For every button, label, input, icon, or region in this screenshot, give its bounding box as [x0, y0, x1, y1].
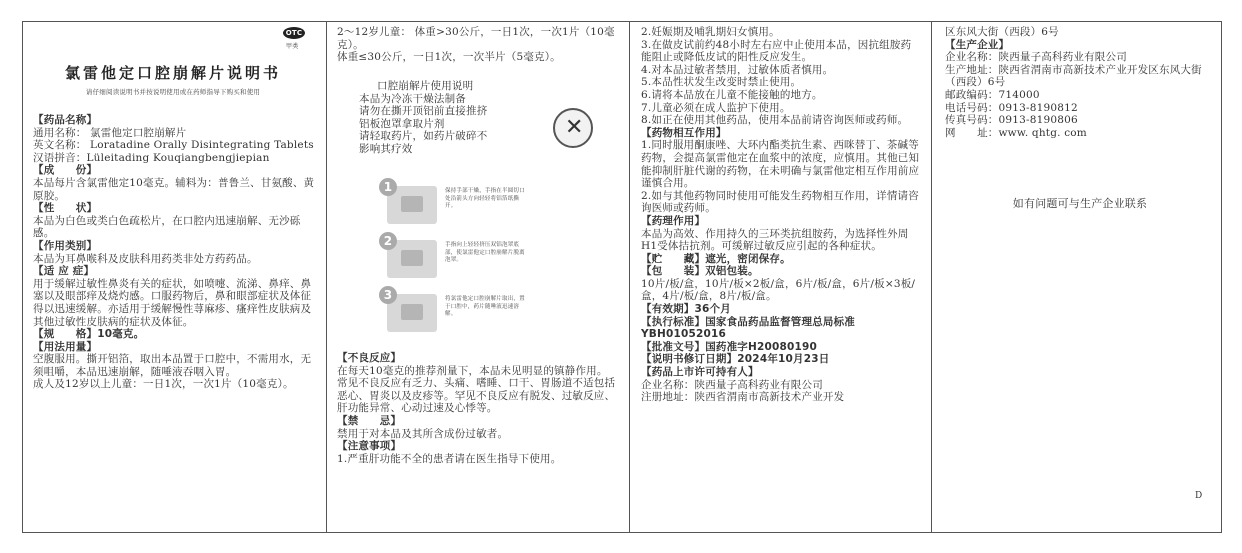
paragraph: 注册地址：陕西省渭南市高新技术产业开发: [641, 391, 845, 404]
paragraph: 1.同时服用酮康唑、大环内酯类抗生素、西咪替丁、茶碱等药物，会提高氯雷他定在血浆中的浓度，应慎用。其他已知能抑制肝脏代谢的药物，在未明确与氯雷他定相互作用前应谨慎合用。: [641, 139, 920, 190]
usage-line: 影响其疗效: [359, 142, 413, 155]
page-title: 氯雷他定口腔崩解片说明书: [64, 64, 281, 82]
paragraph: 通用名称： 氯雷他定口腔崩解片: [33, 126, 187, 139]
usage-line: 本品为冷冻干燥法制备: [359, 92, 466, 105]
section-heading: 【规 格】10毫克。: [33, 328, 145, 341]
paragraph: 禁用于对本品及其所含成份过敏者。: [337, 427, 509, 440]
section-heading: 【注意事项】: [337, 440, 402, 453]
section-heading: 【包 装】双铝包装。: [641, 265, 759, 278]
page-subtitle: 请仔细阅读说明书并按说明使用或在药师指导下购买和使用: [85, 88, 261, 96]
step-text: 保持手部干燥，手指在半圆切口处沿箭头方向轻轻将铝箔纸撕开。: [445, 188, 525, 209]
usage-line: 请轻取药片，如药片破碎不: [359, 130, 488, 142]
paragraph: 2.如与其他药物同时使用可能发生药物相互作用，详情请咨询医师或药师。: [641, 189, 919, 215]
paragraph: 成人及12岁以上儿童：一日1次，一次1片（10毫克）。: [33, 378, 294, 391]
section-heading: 【适 应 症】: [33, 265, 95, 278]
no-push-icon: ✕: [553, 108, 593, 148]
corner-mark: D: [1195, 491, 1203, 501]
paragraph: 企业名称：陕西量子高科药业有限公司: [945, 51, 1127, 64]
section-heading: 【有效期】36个月: [641, 303, 731, 316]
paragraph: 本品为高效、作用持久的三环类抗组胺药，为选择性外周H1受体拮抗剂。可缓解过敏反应引起的各种症状。: [641, 227, 909, 253]
section-heading: 【用法用量】: [33, 340, 98, 353]
paragraph: 3.在做皮试前约48小时左右应中止使用本品，因抗组胺药能阻止或降低皮试的阳性反应发生。: [641, 38, 912, 64]
paragraph: 空腹服用。撕开铝箔，取出本品置于口腔中，不需用水，无须咀嚼，本品迅速崩解，随唾液吞咽入胃。: [33, 353, 312, 378]
col2-body: [337, 352, 619, 465]
section-heading: 【贮 藏】遮光，密闭保存。: [641, 252, 791, 265]
section-heading: 【药品上市许可持有人】: [641, 366, 759, 379]
usage-lines: [359, 93, 559, 156]
paragraph: 2.妊娠期及哺乳期妇女慎用。: [641, 26, 780, 38]
paragraph: 邮政编码：714000: [945, 88, 1040, 101]
paragraph: 8.如正在使用其他药品，使用本品前请咨询医师或药师。: [641, 114, 909, 127]
section-heading: 【药物相互作用】: [641, 126, 727, 139]
paragraph: 电话号码：0913-8190812: [945, 101, 1078, 114]
paragraph: 5.本品性状发生改变时禁止使用。: [641, 76, 802, 89]
step-number: 1: [379, 178, 397, 196]
leaflet-sheet: [22, 21, 1222, 533]
col1-body: [33, 114, 315, 391]
contact-note: 如有问题可与生产企业联系: [1012, 197, 1148, 210]
section-heading: 【执行标准】国家食品药品监督管理总局标准YBH01052016: [641, 315, 855, 341]
paragraph: 企业名称：陕西量子高科药业有限公司: [641, 378, 823, 391]
section-heading: 【药品名称】: [33, 114, 98, 126]
section-heading: 【药理作用】: [641, 214, 706, 227]
section-heading: 【作用类别】: [33, 239, 98, 252]
paragraph: 生产地址：陕西省渭南市高新技术产业开发区东风大街（西段）6号: [945, 63, 1202, 89]
paragraph: 本品为耳鼻喉科及皮肤科用药类非处方药药品。: [33, 252, 258, 265]
step-number: 3: [379, 286, 397, 304]
col3-body: [641, 26, 921, 404]
usage-step-3: [379, 286, 529, 334]
usage-step-1: [379, 178, 529, 226]
section-heading: 【不良反应】: [337, 352, 402, 364]
paragraph: 传真号码：0913-8190806: [945, 114, 1078, 127]
step-number: 2: [379, 232, 397, 250]
paragraph: 常见不良反应有乏力、头痛、嗜睡、口干、胃肠道不适包括恶心、胃炎以及皮疹等。罕见不良反应有脱发、过敏反应、肝功能异常、心动过速及心悸等。: [337, 377, 616, 415]
otc-class-label: 甲类: [286, 43, 299, 50]
column-divider: [629, 22, 630, 532]
paragraph: 1.严重肝功能不全的患者请在医生指导下使用。: [337, 452, 562, 465]
paragraph: 用于缓解过敏性鼻炎有关的症状，如喷嚏、流涕、鼻痒、鼻塞以及眼部痒及烧灼感。口服药物后，鼻和眼部症状及体征得以迅速缓解。亦适用于缓解慢性荨麻疹、瘙痒性皮肤病及其他过敏性皮肤病的症状及体征。: [33, 277, 312, 328]
paragraph: 4.对本品过敏者禁用，过敏体质者慎用。: [641, 63, 834, 76]
paragraph: 网 址：www. qhtg. com: [945, 126, 1087, 139]
usage-line: 铝板泡罩拿取片剂: [359, 117, 445, 130]
paragraph: 在每天10毫克的推荐剂量下，本品未见明显的镇静作用。: [337, 364, 608, 377]
step-text: 手指向上轻轻挤压双铝泡罩底部，使氯雷他定口腔崩解片脱离泡罩。: [445, 242, 525, 263]
usage-line: 请勿在撕开顶铝前直接推挤: [359, 105, 488, 117]
step-text: 将氯雷他定口腔崩解片取出，置于口腔中，药片随唾液迅速溶解。: [445, 296, 525, 317]
usage-step-2: [379, 232, 529, 280]
paragraph: 汉语拼音：Lüleitading Kouqiangbengjiepian: [33, 151, 270, 164]
section-heading: 【批准文号】国药准字H20080190: [641, 340, 818, 353]
usage-instructions: [359, 80, 559, 155]
col2-dosage: [337, 26, 619, 64]
paragraph: 2～12岁儿童： 体重>30公斤，一日1次，一次1片（10毫克）。: [337, 26, 615, 51]
column-divider: [931, 22, 932, 532]
section-heading: 【性 状】: [33, 202, 98, 215]
paragraph: 本品为白色或类白色疏松片，在口腔内迅速崩解、无沙砾感。: [33, 214, 301, 240]
section-heading: 【生产企业】: [945, 38, 1010, 51]
column-divider: [326, 22, 327, 532]
paragraph: 体重≤30公斤，一日1次，一次半片（5毫克）。: [337, 51, 561, 64]
paragraph: 本品每片含氯雷他定10毫克。辅料为：普鲁兰、甘氨酸、黄原胶。: [33, 176, 315, 202]
section-heading: 【说明书修订日期】2024年10月23日: [641, 353, 830, 366]
paragraph: 区东风大街（西段）6号: [945, 26, 1059, 38]
paragraph: 英文名称： Loratadine Orally Disintegrating Tablets: [33, 139, 314, 152]
section-heading: 【禁 忌】: [337, 414, 402, 427]
usage-heading: 口腔崩解片使用说明: [377, 80, 474, 92]
section-heading: 【成 份】: [33, 164, 98, 177]
paragraph: 6.请将本品放在儿童不能接触的地方。: [641, 88, 823, 101]
paragraph: 7.儿童必须在成人监护下使用。: [641, 101, 791, 114]
otc-logo: OTC: [283, 27, 305, 39]
paragraph: 10片/板/盒，10片/板×2板/盒，6片/板/盒，6片/板×3板/盒，4片/板/盒，8片/板/盒。: [641, 277, 916, 303]
col4-body: [945, 26, 1215, 139]
